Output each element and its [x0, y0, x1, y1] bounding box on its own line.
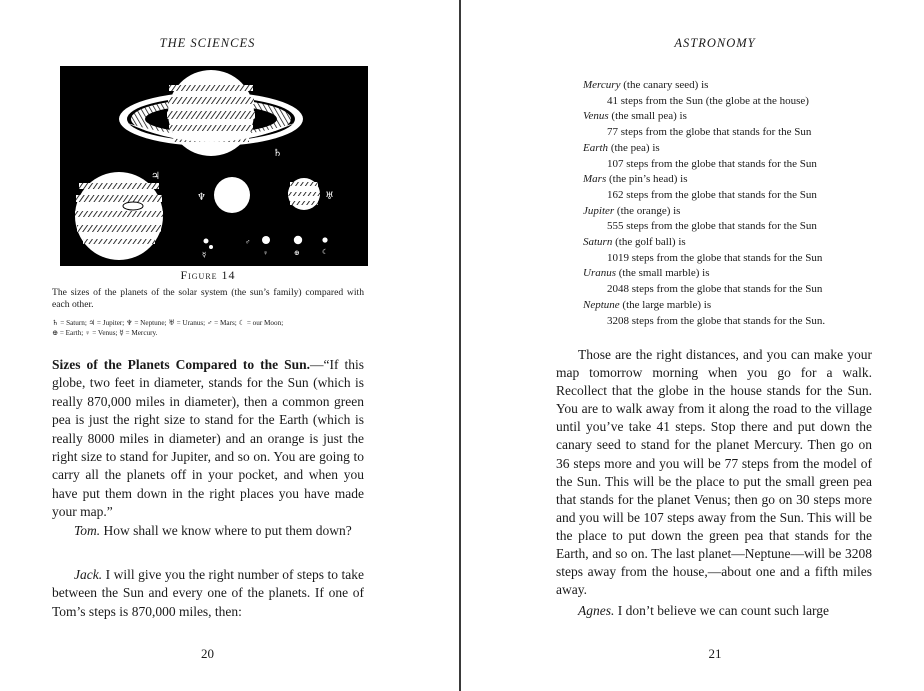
venus-drawing	[262, 236, 270, 244]
planet-object: (the large marble) is	[619, 298, 712, 311]
section-heading: Sizes of the Planets Compared to the Sun.	[52, 357, 311, 372]
earth-symbol: ⊕	[294, 249, 300, 257]
list-item	[583, 298, 883, 329]
paragraph-agnes	[556, 602, 872, 620]
figure-legend-line: ♄ = Saturn; ♃ = Jupiter; ♆ = Neptune; ♅ = Uranus; ♂ = Mars; ☾ = our Moon;	[52, 319, 284, 327]
paragraph-text: I don’t believe we can count such large	[614, 603, 830, 618]
earth-drawing	[294, 236, 302, 244]
moon-symbol: ☾	[322, 248, 329, 256]
paragraph-text: How shall we know where to put them down?	[100, 523, 352, 538]
venus-symbol: ♀	[263, 249, 269, 257]
uranus-symbol: ♅	[325, 191, 334, 202]
planet-steps: 555 steps from the globe that stands for the Sun	[607, 220, 817, 233]
planet-object: (the canary seed) is	[620, 79, 709, 91]
jupiter-drawing	[75, 172, 163, 260]
moon-drawing	[322, 237, 327, 242]
planet-steps: 77 steps from the globe that stands for the Sun	[607, 126, 812, 139]
figure-legend-line: ⊕ = Earth; ♀ = Venus; ☿ = Mercury.	[52, 329, 158, 337]
planet-object: (the pin’s head) is	[606, 173, 688, 186]
left-page	[0, 0, 460, 691]
list-item	[583, 204, 883, 235]
planet-steps: 2048 steps from the globe that stands for the Sun	[607, 283, 823, 296]
planet-name: Jupiter	[583, 204, 615, 217]
list-item	[583, 172, 883, 203]
planet-name: Saturn	[583, 236, 613, 249]
list-item	[583, 109, 883, 140]
paragraph-distances-walk: Those are the right distances, and you can make your map tomorrow morning when you go for a walk. Recollect that the globe in the house stands for the Sun. You are to walk away from it along the road to the village until you’ve take 41 steps. Stop there and put down the canary seed to stand for the planet Mercury. Then go on 36 steps more and you will be 77 steps from the model of the Sun. This will be the place to put the small green pea that stands for the planet Venus; then go on 30 steps more and you will be 107 steps away from the Sun. This will be the place to put down the green pea that stands for the Earth, and so on. The last planet—Neptune—will be 3208 steps away from the house,—about one and a fifth miles away.	[556, 347, 872, 598]
speaker-name: Jack.	[74, 567, 103, 582]
mars-symbol: ♂	[245, 238, 251, 246]
planet-steps: 3208 steps from the globe that stands for the Sun.	[607, 314, 826, 327]
saturn-drawing	[119, 70, 303, 156]
planet-distance-list	[583, 78, 883, 329]
list-item	[583, 266, 883, 297]
speaker-name: Agnes.	[578, 603, 615, 618]
list-item	[583, 78, 883, 109]
paragraph-tom	[52, 522, 364, 540]
left-running-head: THE SCIENCES	[159, 36, 256, 50]
planet-steps: 107 steps from the globe that stands for the Sun	[607, 157, 817, 170]
neptune-drawing	[214, 177, 250, 213]
planet-illustration	[61, 67, 367, 265]
speaker-name: Tom.	[74, 523, 101, 538]
right-running-head: ASTRONOMY	[674, 36, 756, 50]
planet-steps: 41 steps from the Sun (the globe at the house)	[607, 94, 809, 107]
figure-caption: The sizes of the planets of the solar system (the sun’s family) compared with each other.	[52, 287, 364, 310]
planet-name: Mercury	[583, 79, 621, 91]
planet-steps: 1019 steps from the globe that stands for the Sun	[607, 251, 823, 264]
figure-title: Figure 14	[180, 268, 236, 282]
planet-object: (the orange) is	[614, 204, 681, 217]
planet-name: Venus	[583, 110, 609, 123]
mars-drawing	[209, 245, 213, 249]
uranus-drawing	[288, 178, 320, 210]
planet-name: Neptune	[583, 298, 620, 311]
left-page-number: 20	[201, 646, 214, 661]
paragraph-text: I will give you the right number of steps to take between the Sun and every one of the planets. If one of Tom’s steps is 870,000 miles, then:	[52, 567, 364, 619]
planet-steps: 162 steps from the globe that stands for the Sun	[607, 188, 817, 201]
neptune-symbol: ♆	[197, 192, 206, 203]
paragraph-planet-sizes	[52, 356, 364, 522]
planet-name: Earth	[583, 141, 609, 154]
right-page-number: 21	[708, 646, 722, 661]
planet-object: (the pea) is	[608, 141, 660, 154]
mercury-drawing	[204, 239, 209, 244]
planet-name: Mars	[583, 173, 607, 186]
saturn-symbol: ♄	[273, 148, 282, 159]
planet-object: (the golf ball) is	[612, 236, 686, 249]
paragraph-jack	[52, 566, 364, 621]
mercury-symbol: ☿	[202, 251, 207, 259]
planet-figure	[60, 66, 368, 266]
paragraph-text: —“If this globe, two feet in diameter, stands for the Sun (which is really 870,000 miles in diameter), then a common green pea is just the right size to stand for the Earth (which is really 8000 miles in diameter) and an orange is just the right size to stand for Jupiter, and so on. You are going to carry all the planets off in your pocket, and when you have put them down in the right places you have made your map.”	[52, 357, 364, 520]
figure-legend	[52, 318, 364, 338]
book-spine-divider	[459, 0, 461, 691]
planet-name: Uranus	[583, 267, 617, 280]
jupiter-symbol: ♃	[151, 171, 160, 182]
planet-object: (the small pea) is	[608, 110, 687, 123]
planet-object: (the small marble) is	[616, 267, 710, 280]
list-item	[583, 141, 883, 172]
list-item	[583, 235, 883, 266]
